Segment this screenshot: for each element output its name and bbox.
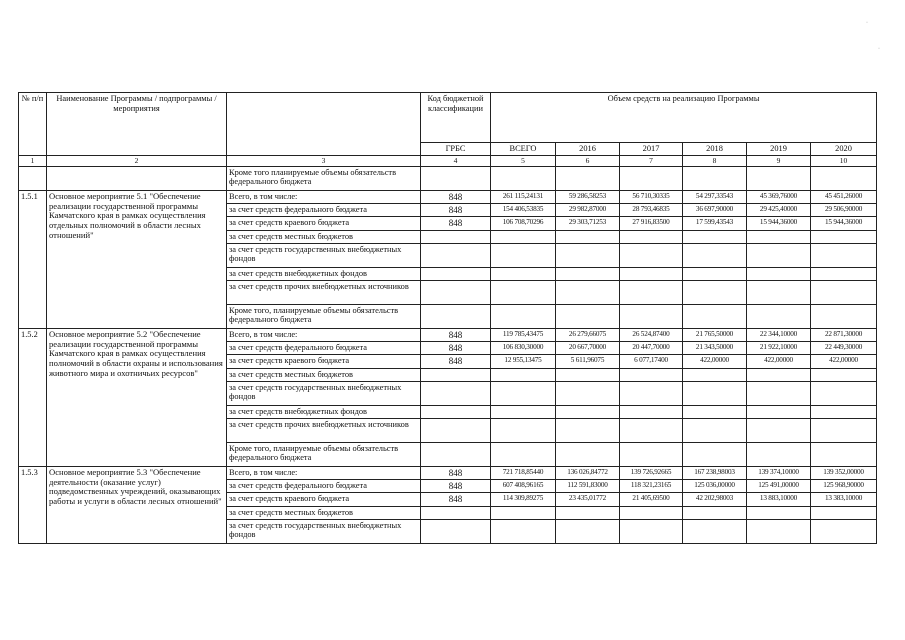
amount-year: 22 344,10000 bbox=[747, 328, 811, 341]
amount-year bbox=[620, 304, 683, 328]
funding-source-label: за счет средств краевого бюджета bbox=[227, 217, 421, 230]
column-number: 8 bbox=[683, 155, 747, 166]
header-year: 2019 bbox=[747, 143, 811, 156]
amount-year bbox=[683, 280, 747, 304]
funding-source-label: Всего, в том числе: bbox=[227, 328, 421, 341]
amount-year: 42 202,98003 bbox=[683, 493, 747, 506]
amount-year bbox=[556, 405, 620, 418]
table-row bbox=[19, 328, 877, 341]
amount-year bbox=[556, 442, 620, 466]
scan-dot: · bbox=[866, 20, 868, 26]
grbs-code bbox=[421, 304, 491, 328]
funding-source-label: Всего, в том числе: bbox=[227, 190, 421, 203]
amount-total bbox=[491, 368, 556, 381]
header-name: Наименование Программы / подпрограммы / мероприятия bbox=[47, 93, 227, 156]
amount-year bbox=[811, 304, 877, 328]
funding-source-label: за счет средств краевого бюджета bbox=[227, 493, 421, 506]
amount-year bbox=[683, 267, 747, 280]
header-year: 2017 bbox=[620, 143, 683, 156]
amount-total: 607 408,96165 bbox=[491, 480, 556, 493]
amount-total bbox=[491, 267, 556, 280]
section-number: 1.5.2 bbox=[19, 328, 47, 466]
amount-year bbox=[556, 304, 620, 328]
amount-total bbox=[491, 304, 556, 328]
amount-year bbox=[556, 243, 620, 267]
amount-year bbox=[811, 405, 877, 418]
amount-year bbox=[811, 381, 877, 405]
amount-total bbox=[491, 418, 556, 442]
funding-source-label: за счет средств государственных внебюджетных фондов bbox=[227, 381, 421, 405]
amount-year: 29 982,87000 bbox=[556, 204, 620, 217]
amount-total: 154 406,53835 bbox=[491, 204, 556, 217]
amount-year: 15 944,36000 bbox=[811, 217, 877, 230]
amount-year: 21 765,50000 bbox=[683, 328, 747, 341]
amount-total bbox=[491, 519, 556, 543]
grbs-code: 848 bbox=[421, 204, 491, 217]
amount-year bbox=[556, 381, 620, 405]
funding-source-label: за счет средств краевого бюджета bbox=[227, 355, 421, 368]
amount-year bbox=[556, 368, 620, 381]
amount-year: 26 524,87400 bbox=[620, 328, 683, 341]
grbs-code: 848 bbox=[421, 342, 491, 355]
amount-year bbox=[683, 418, 747, 442]
amount-year bbox=[747, 280, 811, 304]
funding-source-label: Кроме того, планируемые объемы обязательств федерального бюджета bbox=[227, 304, 421, 328]
amount-year: 36 697,90000 bbox=[683, 204, 747, 217]
amount-year: 20 447,70000 bbox=[620, 342, 683, 355]
amount-year bbox=[620, 418, 683, 442]
amount-year bbox=[747, 230, 811, 243]
amount-year bbox=[620, 368, 683, 381]
amount-year: 21 405,69500 bbox=[620, 493, 683, 506]
grbs-code: 848 bbox=[421, 217, 491, 230]
column-number: 3 bbox=[227, 155, 421, 166]
amount-year bbox=[683, 243, 747, 267]
amount-year bbox=[683, 381, 747, 405]
amount-year: 6 077,17400 bbox=[620, 355, 683, 368]
funding-source-label: за счет средств местных бюджетов bbox=[227, 506, 421, 519]
amount-year bbox=[683, 230, 747, 243]
funding-source-label: за счет средств федерального бюджета bbox=[227, 342, 421, 355]
amount-year bbox=[747, 442, 811, 466]
amount-total: 721 718,85440 bbox=[491, 466, 556, 479]
amount-year bbox=[747, 381, 811, 405]
amount-year bbox=[620, 230, 683, 243]
grbs-code bbox=[421, 230, 491, 243]
amount-year bbox=[620, 519, 683, 543]
amount-year bbox=[556, 230, 620, 243]
header-total: ВСЕГО bbox=[491, 143, 556, 156]
amount-year: 13 383,10000 bbox=[811, 493, 877, 506]
table-header-row bbox=[19, 93, 877, 143]
amount-year bbox=[683, 506, 747, 519]
program-funding-table bbox=[18, 92, 877, 544]
amount-year: 27 916,83500 bbox=[620, 217, 683, 230]
grbs-code bbox=[421, 506, 491, 519]
funding-source-label: Кроме того, планируемые объемы обязательств федерального бюджета bbox=[227, 442, 421, 466]
amount-year: 118 321,23165 bbox=[620, 480, 683, 493]
section-name: Основное мероприятие 5.1 "Обеспечение реализации государственной программы Камчатского края в рамках осуществления отдельных полномочий в области лесных отношений" bbox=[47, 190, 227, 328]
amount-year bbox=[747, 506, 811, 519]
funding-source-label: за счет средств прочих внебюджетных источников bbox=[227, 280, 421, 304]
amount-year: 45 451,26000 bbox=[811, 190, 877, 203]
table-row bbox=[19, 466, 877, 479]
amount-year bbox=[747, 405, 811, 418]
amount-year bbox=[556, 267, 620, 280]
amount-year bbox=[683, 519, 747, 543]
amount-year bbox=[811, 267, 877, 280]
amount-year: 45 369,76000 bbox=[747, 190, 811, 203]
funding-source-label: за счет средств федерального бюджета bbox=[227, 204, 421, 217]
intro-row bbox=[19, 166, 877, 190]
amount-year: 54 297,33543 bbox=[683, 190, 747, 203]
column-number: 5 bbox=[491, 155, 556, 166]
amount-year bbox=[747, 368, 811, 381]
amount-year: 29 506,90000 bbox=[811, 204, 877, 217]
header-no: № п/п bbox=[19, 93, 47, 156]
amount-year: 422,00000 bbox=[683, 355, 747, 368]
funding-source-label: за счет средств местных бюджетов bbox=[227, 230, 421, 243]
amount-year bbox=[811, 243, 877, 267]
amount-year bbox=[683, 368, 747, 381]
funding-source-label: за счет средств государственных внебюджетных фондов bbox=[227, 243, 421, 267]
grbs-code bbox=[421, 519, 491, 543]
amount-year: 29 303,71253 bbox=[556, 217, 620, 230]
column-number: 10 bbox=[811, 155, 877, 166]
amount-total bbox=[491, 280, 556, 304]
column-number: 1 bbox=[19, 155, 47, 166]
amount-year bbox=[811, 418, 877, 442]
section-number: 1.5.3 bbox=[19, 466, 47, 543]
amount-year: 139 374,10000 bbox=[747, 466, 811, 479]
funding-source-label: за счет средств государственных внебюджетных фондов bbox=[227, 519, 421, 543]
grbs-code bbox=[421, 267, 491, 280]
amount-total bbox=[491, 230, 556, 243]
amount-year: 22 871,30000 bbox=[811, 328, 877, 341]
amount-year bbox=[747, 243, 811, 267]
column-number: 2 bbox=[47, 155, 227, 166]
amount-year bbox=[556, 280, 620, 304]
amount-total: 12 955,13475 bbox=[491, 355, 556, 368]
grbs-code: 848 bbox=[421, 190, 491, 203]
column-number: 6 bbox=[556, 155, 620, 166]
funding-source-label: за счет средств местных бюджетов bbox=[227, 368, 421, 381]
amount-year: 15 944,36000 bbox=[747, 217, 811, 230]
amount-year: 26 279,66075 bbox=[556, 328, 620, 341]
amount-year: 167 238,98003 bbox=[683, 466, 747, 479]
amount-total: 114 309,89275 bbox=[491, 493, 556, 506]
funding-source-label: за счет средств прочих внебюджетных источников bbox=[227, 418, 421, 442]
grbs-code bbox=[421, 243, 491, 267]
amount-year: 422,00000 bbox=[747, 355, 811, 368]
grbs-code: 848 bbox=[421, 355, 491, 368]
amount-year bbox=[811, 506, 877, 519]
grbs-code: 848 bbox=[421, 466, 491, 479]
amount-year bbox=[620, 506, 683, 519]
grbs-code: 848 bbox=[421, 493, 491, 506]
amount-year: 22 449,30000 bbox=[811, 342, 877, 355]
section-number: 1.5.1 bbox=[19, 190, 47, 328]
table-row bbox=[19, 190, 877, 203]
amount-total: 261 115,24131 bbox=[491, 190, 556, 203]
amount-total bbox=[491, 405, 556, 418]
header-volume: Объем средств на реализацию Программы bbox=[491, 93, 877, 143]
amount-total: 119 785,43475 bbox=[491, 328, 556, 341]
amount-year bbox=[811, 230, 877, 243]
column-number: 4 bbox=[421, 155, 491, 166]
amount-year bbox=[620, 280, 683, 304]
scan-dot: · bbox=[878, 46, 880, 52]
grbs-code bbox=[421, 280, 491, 304]
amount-year bbox=[747, 304, 811, 328]
amount-year bbox=[683, 442, 747, 466]
amount-year: 23 435,01772 bbox=[556, 493, 620, 506]
amount-year: 5 611,96075 bbox=[556, 355, 620, 368]
grbs-code: 848 bbox=[421, 328, 491, 341]
funding-source-label: за счет средств внебюджетных фондов bbox=[227, 267, 421, 280]
amount-total: 106 830,30000 bbox=[491, 342, 556, 355]
column-number: 9 bbox=[747, 155, 811, 166]
amount-year: 56 710,30335 bbox=[620, 190, 683, 203]
amount-year bbox=[620, 442, 683, 466]
amount-year bbox=[683, 304, 747, 328]
amount-year: 17 599,43543 bbox=[683, 217, 747, 230]
amount-year bbox=[683, 405, 747, 418]
grbs-code bbox=[421, 405, 491, 418]
amount-year bbox=[556, 418, 620, 442]
amount-year bbox=[811, 368, 877, 381]
amount-year: 59 286,58253 bbox=[556, 190, 620, 203]
header-year: 2016 bbox=[556, 143, 620, 156]
amount-year: 29 425,40000 bbox=[747, 204, 811, 217]
amount-year bbox=[620, 381, 683, 405]
funding-source-label: за счет средств федерального бюджета bbox=[227, 480, 421, 493]
grbs-code bbox=[421, 442, 491, 466]
amount-total bbox=[491, 506, 556, 519]
amount-year: 21 343,50000 bbox=[683, 342, 747, 355]
funding-source-label: Всего, в том числе: bbox=[227, 466, 421, 479]
amount-total bbox=[491, 442, 556, 466]
amount-year: 20 667,70000 bbox=[556, 342, 620, 355]
grbs-code bbox=[421, 418, 491, 442]
amount-year bbox=[620, 243, 683, 267]
grbs-code bbox=[421, 368, 491, 381]
amount-year: 125 968,90000 bbox=[811, 480, 877, 493]
header-year: 2018 bbox=[683, 143, 747, 156]
amount-year bbox=[747, 418, 811, 442]
amount-year bbox=[556, 519, 620, 543]
header-code: Код бюджетной классификации bbox=[421, 93, 491, 143]
header-grbs: ГРБС bbox=[421, 143, 491, 156]
amount-total: 106 708,70296 bbox=[491, 217, 556, 230]
amount-total bbox=[491, 381, 556, 405]
amount-year: 125 491,00000 bbox=[747, 480, 811, 493]
amount-year bbox=[811, 280, 877, 304]
amount-year: 125 036,00000 bbox=[683, 480, 747, 493]
section-name: Основное мероприятие 5.2 "Обеспечение реализации государственной программы Камчатского края в рамках осуществления полномочий в области охраны и использования животного мира и охотничьих ресурсов" bbox=[47, 328, 227, 466]
amount-year bbox=[620, 405, 683, 418]
amount-year: 139 726,92665 bbox=[620, 466, 683, 479]
amount-year: 136 026,84772 bbox=[556, 466, 620, 479]
funding-source-label: за счет средств внебюджетных фондов bbox=[227, 405, 421, 418]
amount-year bbox=[747, 519, 811, 543]
amount-year bbox=[620, 267, 683, 280]
amount-year bbox=[811, 519, 877, 543]
column-number-row bbox=[19, 155, 877, 166]
section-name: Основное мероприятие 5.3 "Обеспечение деятельности (оказание услуг) подведомственных учреждений, оказывающих работы и услуги в области лесных отношений" bbox=[47, 466, 227, 543]
intro-desc: Кроме того планируемые объемы обязательств федерального бюджета bbox=[227, 166, 421, 190]
amount-year: 112 591,83000 bbox=[556, 480, 620, 493]
amount-year: 21 922,10000 bbox=[747, 342, 811, 355]
amount-year bbox=[811, 442, 877, 466]
amount-year: 422,00000 bbox=[811, 355, 877, 368]
amount-total bbox=[491, 243, 556, 267]
amount-year: 28 793,46835 bbox=[620, 204, 683, 217]
column-number: 7 bbox=[620, 155, 683, 166]
amount-year: 139 352,00000 bbox=[811, 466, 877, 479]
header-year: 2020 bbox=[811, 143, 877, 156]
grbs-code: 848 bbox=[421, 480, 491, 493]
grbs-code bbox=[421, 381, 491, 405]
amount-year bbox=[747, 267, 811, 280]
amount-year bbox=[556, 506, 620, 519]
amount-year: 13 883,10000 bbox=[747, 493, 811, 506]
header-blank bbox=[227, 93, 421, 156]
